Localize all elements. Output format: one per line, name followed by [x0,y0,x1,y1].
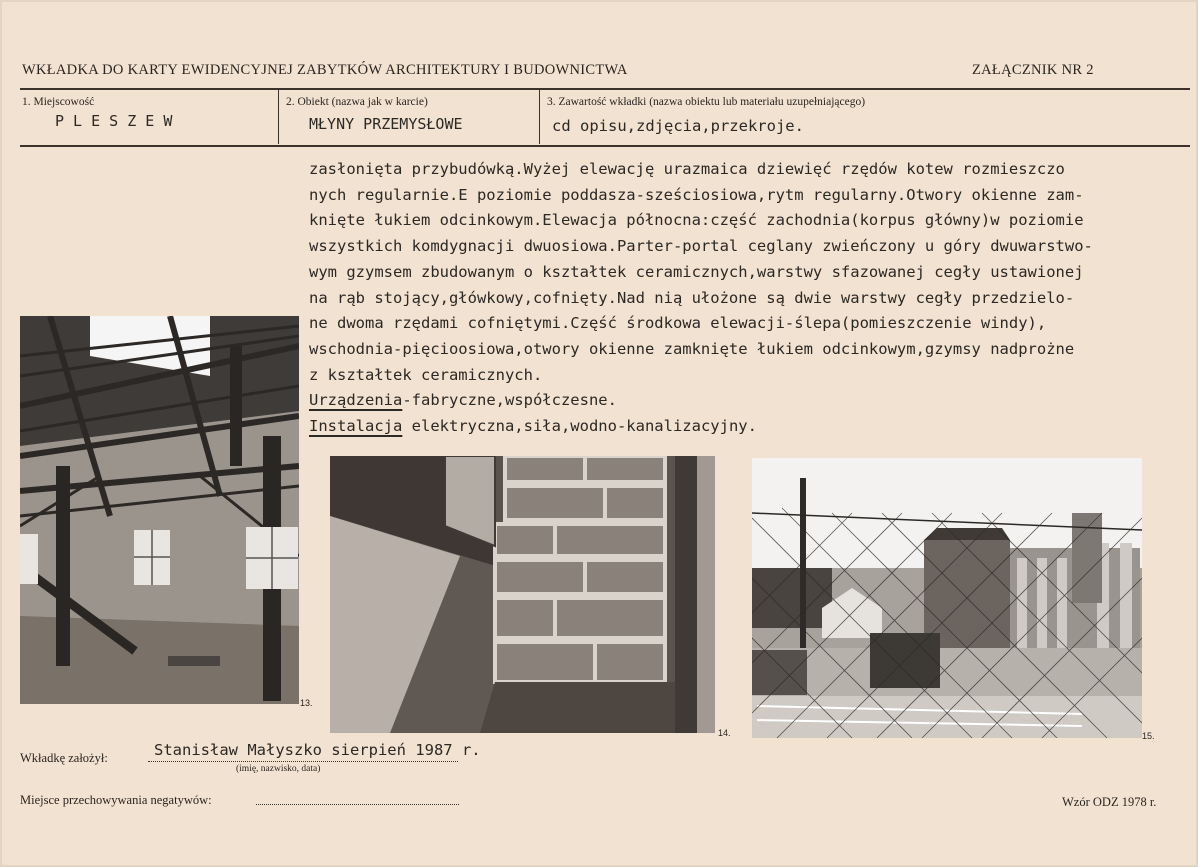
description-line: wschodnia-pięcioosiowa,otwory okienne zamknięte łukiem odcinkowym,gzymsy nadprożne [309,339,1075,358]
equipment-line [309,388,1189,414]
form-reference: Wzór ODZ 1978 r. [1062,795,1157,809]
photo-granaries-image [752,458,1142,738]
photo-number-15: 15. [1142,731,1155,741]
header-rule-top [20,88,1190,90]
description-line: nych regularnie.E poziomie poddasza-sześciosiowa,rytm regularny.Otwory okienne zam- [309,185,1084,204]
header-rule-bottom [20,145,1190,147]
locality-label: 1. Miejscowość [22,96,95,108]
description-line: wym gzymsem zbudowanym o kształtek ceramicznych,warstwy sfazowanej cegły ustawionej [309,262,1084,281]
object-label: 2. Obiekt (nazwa jak w karcie) [286,96,428,108]
installation-line [309,414,1189,440]
created-label: Wkładkę założył: [20,751,108,765]
locality-value: P L E S Z E W [55,112,173,130]
photo-number-13: 13. [300,698,313,708]
form-title: WKŁADKA DO KARTY EWIDENCYJNEJ ZABYTKÓW ARCHITEKTURY I BUDOWNICTWA [22,62,628,78]
description-line: zasłonięta przybudówką.Wyżej elewację urazmaica dziewięć rzędów kotew rozmieszczo [309,160,1065,178]
content-value: cd opisu,zdjęcia,przekroje. [552,117,804,135]
photo-brick-wall-image [330,456,715,733]
attachment-number: ZAŁĄCZNIK NR 2 [972,62,1094,78]
description-line: na rąb stojący,główkowy,cofnięty.Nad nią ułożone są dwie warstwy cegły przedzielo- [309,288,1075,307]
content-label: 3. Zawartość wkładki (nazwa obiektu lub materiału uzupełniającego) [547,96,866,108]
field-divider-1 [278,90,279,144]
created-hint: (imię, nazwisko, data) [236,764,321,774]
photo-interior-image [20,316,299,704]
photo-interior [20,316,299,704]
description-line: knięte łukiem odcinkowym.Elewacja północna:część zachodnia(korpus główny)w poziomie [309,211,1084,230]
description-text [309,157,1189,440]
photo-brick-wall [330,456,715,733]
created-dotted-line [148,761,458,762]
description-line: z kształtek ceramicznych. [309,365,543,384]
installation-heading: Instalacja [309,417,403,436]
description-line: wszystkich komdygnacji dwuosiowa.Parter-portal ceglany zwieńczony u góry dwuwarstwo- [309,237,1093,256]
photo-granaries [752,458,1142,738]
installation-text: elektryczna,siła,wodno-kanalizacyjny. [402,417,757,436]
equipment-heading: Urządzenia [309,391,403,410]
equipment-text: -fabryczne,współczesne. [402,391,617,410]
photo-number-14: 14. [718,728,731,738]
created-value: Stanisław Małyszko sierpień 1987 r. [154,741,481,759]
storage-dotted-line [256,804,459,805]
description-line: ne dwoma rzędami cofniętymi.Część środkowa elewacji-ślepa(pomieszczenie windy), [309,314,1047,333]
field-divider-2 [539,90,540,144]
storage-label: Miejsce przechowywania negatywów: [20,793,212,807]
object-value: MŁYNY PRZEMYSŁOWE [309,115,463,133]
